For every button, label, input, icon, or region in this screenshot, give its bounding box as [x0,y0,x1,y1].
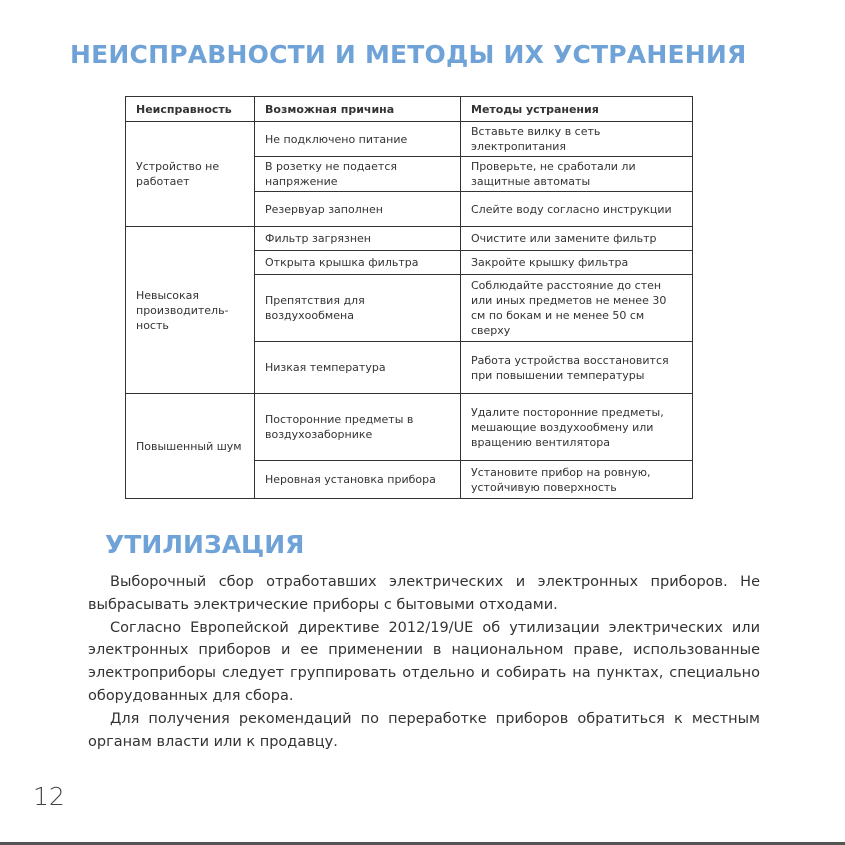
table-row [126,122,693,157]
fix-cell: Удалите посторонние предметы, мешающие воздухообмену или вращению вентилятора [461,394,693,461]
cause-cell: Препятствия для воздухообмена [255,275,461,342]
fix-cell: Соблюдайте расстояние до стен или иных предметов не менее 30 см по бокам и не менее 50 см сверху [461,275,693,342]
disposal-paragraph: Согласно Европейской директиве 2012/19/UE об утилизации электрических или электронных приборов и ее применении в национальном праве, использованные электроприборы следует группировать отдельно и собирать на пунктах, специально оборудованных для сбора. [88,619,760,704]
cause-cell: Низкая температура [255,342,461,394]
cause-cell: Открыта крышка фильтра [255,251,461,275]
problem-cell: Устройство не работает [126,122,255,227]
cause-cell: Фильтр загрязнен [255,227,461,251]
header-cause: Возможная причина [255,97,461,122]
fix-cell: Вставьте вилку в сеть электропитания [461,122,693,157]
problem-cell: Повышенный шум [126,394,255,499]
cause-cell: В розетку не подается напряжение [255,157,461,192]
fix-cell: Закройте крышку фильтра [461,251,693,275]
cause-cell: Неровная установка прибора [255,461,461,499]
page-title: НЕИСПРАВНОСТИ И МЕТОДЫ ИХ УСТРАНЕНИЯ [70,40,747,69]
problem-cell: Невысокая производитель-ность [126,227,255,394]
disposal-paragraph: Выборочный сбор отработавших электрических и электронных приборов. Не выбрасывать электрические приборы с бытовыми отходами. [88,574,760,613]
disposal-paragraph: Для получения рекомендаций по переработке приборов обратиться к местным органам власти или к продавцу. [88,710,760,750]
table-header-row [126,97,693,122]
page-number: 12 [33,782,65,811]
cause-cell: Не подключено питание [255,122,461,157]
fix-cell: Установите прибор на ровную, устойчивую поверхность [461,461,693,499]
cause-cell: Резервуар заполнен [255,192,461,227]
header-problem: Неисправность [126,97,255,122]
header-fix: Методы устранения [461,97,693,122]
disposal-title: УТИЛИЗАЦИЯ [105,530,305,559]
fix-cell: Проверьте, не сработали ли защитные автоматы [461,157,693,192]
fix-cell: Очистите или замените фильтр [461,227,693,251]
fix-cell: Слейте воду согласно инструкции [461,192,693,227]
table-row [126,227,693,251]
table-row [126,394,693,461]
cause-cell: Посторонние предметы в воздухозаборнике [255,394,461,461]
troubleshooting-table [125,96,693,499]
fix-cell: Работа устройства восстановится при повышении температуры [461,342,693,394]
disposal-text [88,571,760,753]
